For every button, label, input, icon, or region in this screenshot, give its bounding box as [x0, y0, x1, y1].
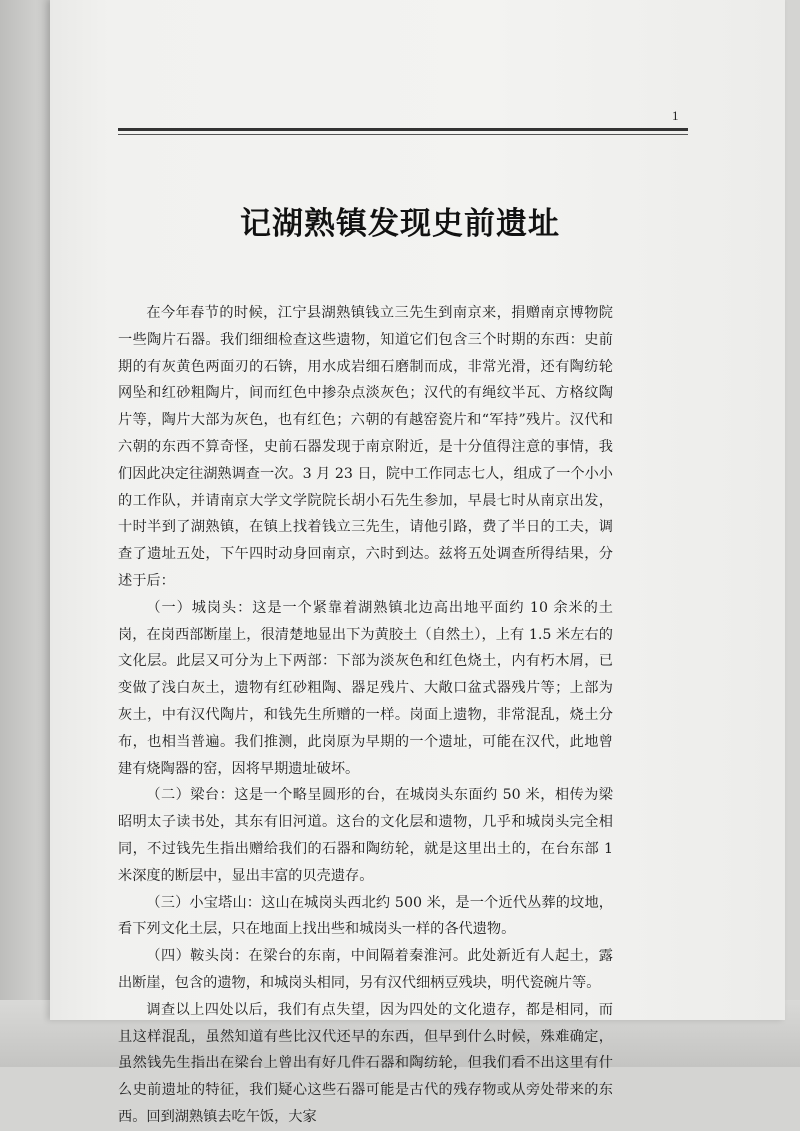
paragraph-site-1: （一）城岗头：这是一个紧靠着湖熟镇北边高出地平面约 10 余米的土岗，在岗西部断崖上，很清楚地显出下为黄胶土（自然土），上有 1.5 米左右的文化层。此层又可分为上下两部：下部为淡灰色和红色烧土，内有朽木屑，已变做了浅白灰土，遗物有红砂粗陶、器足残片、大敞口盆式器残片等；上部为灰土，中有汉代陶片，和钱先生所赠的一样。岗面上遗物，非常混乱，烧土分布，也相当普遍。我们推测，此岗原为早期的一个遗址，可能在汉代，此地曾建有烧陶器的窑，因将早期遗址破坏。	[118, 599, 613, 777]
article-title: 记湖熟镇发现史前遗址	[240, 206, 560, 242]
header-rule	[118, 128, 688, 131]
article-body	[118, 300, 613, 1131]
header-rule-thin	[118, 134, 688, 135]
paragraph-intro: 在今年春节的时候，江宁县湖熟镇钱立三先生到南京来，捐赠南京博物院一些陶片石器。我们细细检查这些遗物，知道它们包含三个时期的东西：史前期的有灰黄色两面刃的石锛，用水成岩细石磨制而成，非常光滑，还有陶纺轮网坠和红砂粗陶片，间而红色中掺杂点淡灰色；汉代的有绳纹半瓦、方格纹陶片等，陶片大部为灰色，也有红色；六朝的有越窑瓷片和“军持”残片。汉代和六朝的东西不算奇怪，史前石器发现于南京附近，是十分值得注意的事情，我们因此决定往湖熟调查一次。3 月 23 日，院中工作同志七人，组成了一个小小的工作队，并请南京大学文学院院长胡小石先生参加，早晨七时从南京出发，十时半到了湖熟镇，在镇上找着钱立三先生，请他引路，费了半日的工夫，调查了遗址五处，下午四时动身回南京，六时到达。兹将五处调查所得结果，分述于后：	[118, 305, 613, 589]
paragraph-site-3: （三）小宝塔山：这山在城岗头西北约 500 米，是一个近代丛葬的坟地，看下列文化土层，只在地面上找出些和城岗头一样的各代遗物。	[118, 894, 613, 938]
paragraph-site-2: （二）梁台：这是一个略呈圆形的台，在城岗头东面约 50 米，相传为梁昭明太子读书处，其东有旧河道。这台的文化层和遗物，几乎和城岗头完全相同，不过钱先生指出赠给我们的石器和陶纺轮，就是这里出土的，在台东部 1 米深度的断层中，显出丰富的贝壳遗存。	[118, 787, 613, 884]
page-number: 1	[672, 108, 679, 123]
paragraph-site-4: （四）鞍头岗：在梁台的东南，中间隔着秦淮河。此处新近有人起土，露出断崖，包含的遗物，和城岗头相同，另有汉代细柄豆残块，明代瓷碗片等。	[118, 948, 613, 991]
paragraph-summary: 调查以上四处以后，我们有点失望，因为四处的文化遗存，都是相同，而且这样混乱，虽然知道有些比汉代还早的东西，但早到什么时候，殊难确定，虽然钱先生指出在梁台上曾出有好几件石器和陶纺轮，但我们看不出这里有什么史前遗址的特征，我们疑心这些石器可能是古代的残存物或从旁处带来的东西。回到湖熟镇去吃午饭，大家	[118, 1001, 613, 1125]
